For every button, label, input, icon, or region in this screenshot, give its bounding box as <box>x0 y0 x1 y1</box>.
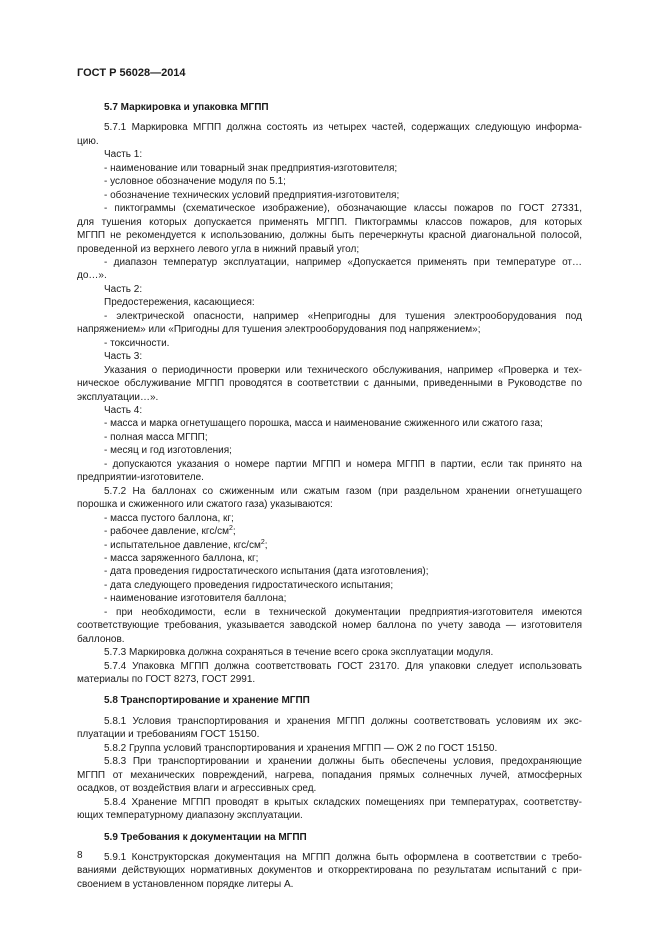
paragraph-5-7-2-line-2: порошка и сжиженного или сжатого газа) указываются: <box>77 499 333 511</box>
paragraph-5-7-4-line-1: 5.7.4 Упаковка МГПП должна соответствовать ГОСТ 23170. Для упаковки следует использовать <box>104 660 582 672</box>
part-3-line-3: эксплуатации…». <box>77 391 159 403</box>
paragraph-5-8-3-line-1: 5.8.3 При транспортировании и хранении должны быть обеспечены условия, предохраняющие <box>104 756 582 768</box>
pictogram-line-3: МГПП не рекомендуется к использованию, должны быть перечеркнуты красной диагональной полосой, <box>77 230 582 242</box>
punctuation: ; <box>264 539 268 551</box>
paragraph-5-8-2: 5.8.2 Группа условий транспортирования и хранения МГПП — ОЖ 2 по ГОСТ 15150. <box>104 742 498 754</box>
paragraph-5-9-1-line-3: своением в установленном порядке литеры А. <box>77 878 294 890</box>
electrical-line-2: напряжением» или «Пригодны для тушения электрооборудования под напряжением»; <box>77 324 481 336</box>
test-pressure-text: - испытательное давление, кгс/см <box>104 539 261 551</box>
batch-line-2: предприятии-изготовителе. <box>77 472 204 484</box>
pictogram-line-4: проведенной из верхнего левого угла в нижний правый угол; <box>77 243 360 255</box>
paragraph-5-8-1-line-2: плуатации и требованиям ГОСТ 15150. <box>77 729 260 741</box>
page-number: 8 <box>77 850 83 861</box>
test-pressure-item <box>77 539 582 552</box>
part-3-label: Часть 3: <box>104 351 143 363</box>
paragraph-5-8-1-line-1: 5.8.1 Условия транспортирования и хранения МГПП должны соответствовать условиям их экс- <box>104 715 582 727</box>
paragraph-5-9-1-line-2: ваниями действующих нормативных документов и откорректирована по результатам испытаний с при- <box>77 865 582 877</box>
paragraph-5-8-3-line-2: МГПП от механических повреждений, нагрева, попадания прямых солнечных лучей, атмосферных <box>77 769 582 781</box>
serial-line-3: баллонов. <box>77 633 125 645</box>
section-heading-5-9: 5.9 Требования к документации на МГПП <box>104 831 307 843</box>
page-header: ГОСТ Р 56028—2014 <box>77 67 186 79</box>
part-3-line-1: Указания о периодичности проверки или технического обслуживания, например «Проверка и тех- <box>104 364 582 376</box>
section-heading-5-7: 5.7 Маркировка и упаковка МГПП <box>104 102 269 113</box>
electrical-line-1: - электрической опасности, например «Непригодны для тушения электрооборудования под <box>104 310 582 322</box>
paragraph-5-8-4-line-2: ющих температурному диапазону эксплуатации. <box>77 810 303 822</box>
part-2-label: Часть 2: <box>104 283 143 295</box>
temperature-line-2: до…». <box>77 270 107 282</box>
list-item: - полная масса МГПП; <box>104 431 208 443</box>
part-4-label: Часть 4: <box>104 404 143 416</box>
paragraph-5-9-1-line-1: 5.9.1 Конструкторская документация на МГПП должна быть оформлена в соответствии с требо- <box>104 852 582 864</box>
superscript: 2 <box>260 538 265 546</box>
list-item: - масса пустого баллона, кг; <box>104 512 234 524</box>
serial-line-2: соответствующие требования, указывается заводской номер баллона по учету завода — изготовителя <box>77 620 582 632</box>
list-item: - наименование изготовителя баллона; <box>104 593 287 605</box>
warnings-intro: Предостережения, касающиеся: <box>104 297 255 309</box>
list-item: - масса и марка огнетушащего порошка, масса и наименование сжиженного или сжатого газа; <box>104 418 543 430</box>
paragraph-5-7-1-line-1: 5.7.1 Маркировка МГПП должна состоять из четырех частей, содержащих следующую информа- <box>104 122 582 134</box>
temperature-line-1: - диапазон температур эксплуатации, например «Допускается применять при температуре от… <box>104 256 582 268</box>
document-body <box>77 93 582 891</box>
paragraph-5-7-2-line-1: 5.7.2 На баллонах со сжиженным или сжатым газом (при раздельном хранении огнетушащего <box>104 485 582 497</box>
list-item: - наименование или товарный знак предприятия-изготовителя; <box>104 162 398 174</box>
paragraph-5-8-3-line-3: осадков, от воздействия влаги и агрессивных сред. <box>77 783 317 795</box>
paragraph-5-8-4-line-1: 5.8.4 Хранение МГПП проводят в крытых складских помещениях при температурах, соответству- <box>104 796 582 808</box>
punctuation: ; <box>232 526 236 538</box>
paragraph-5-7-1-line-2: цию. <box>77 135 99 147</box>
list-item: - дата следующего проведения гидростатического испытания; <box>104 579 394 591</box>
list-item: - условное обозначение модуля по 5.1; <box>104 176 286 188</box>
pictogram-line-2: для тушения которых допускается применять МГПП. Пиктограммы классов пожаров, для которых <box>77 216 582 228</box>
serial-line-1: - при необходимости, если в технической документации предприятия-изготовителя имеются <box>104 606 582 618</box>
pictogram-line-1: - пиктограммы (схематическое изображение), обозначающие классы пожаров по ГОСТ 27331, <box>104 203 582 215</box>
list-item: - дата проведения гидростатического испытания (дата изготовления); <box>104 566 429 578</box>
batch-line-1: - допускаются указания о номере партии МГПП и номера МГПП в партии, если так принято на <box>104 458 582 470</box>
paragraph-5-7-3: 5.7.3 Маркировка должна сохраняться в течение всего срока эксплуатации модуля. <box>104 647 494 659</box>
superscript: 2 <box>228 525 233 533</box>
working-pressure-text: - рабочее давление, кгс/см <box>104 526 229 538</box>
list-item: - месяц и год изготовления; <box>104 445 232 457</box>
list-item: - обозначение технических условий предприятия-изготовителя; <box>104 189 400 201</box>
list-item: - масса заряженного баллона, кг; <box>104 552 259 564</box>
part-3-line-2: ническое обслуживание МГПП проводятся в соответствии с данными, приведенными в Руководстве по <box>77 378 582 390</box>
working-pressure-item <box>77 525 582 538</box>
toxicity-item: - токсичности. <box>104 337 170 349</box>
part-1-label: Часть 1: <box>104 149 143 161</box>
paragraph-5-7-4-line-2: материалы по ГОСТ 8273, ГОСТ 2991. <box>77 674 256 686</box>
section-heading-5-8: 5.8 Транспортирование и хранение МГПП <box>104 695 310 707</box>
